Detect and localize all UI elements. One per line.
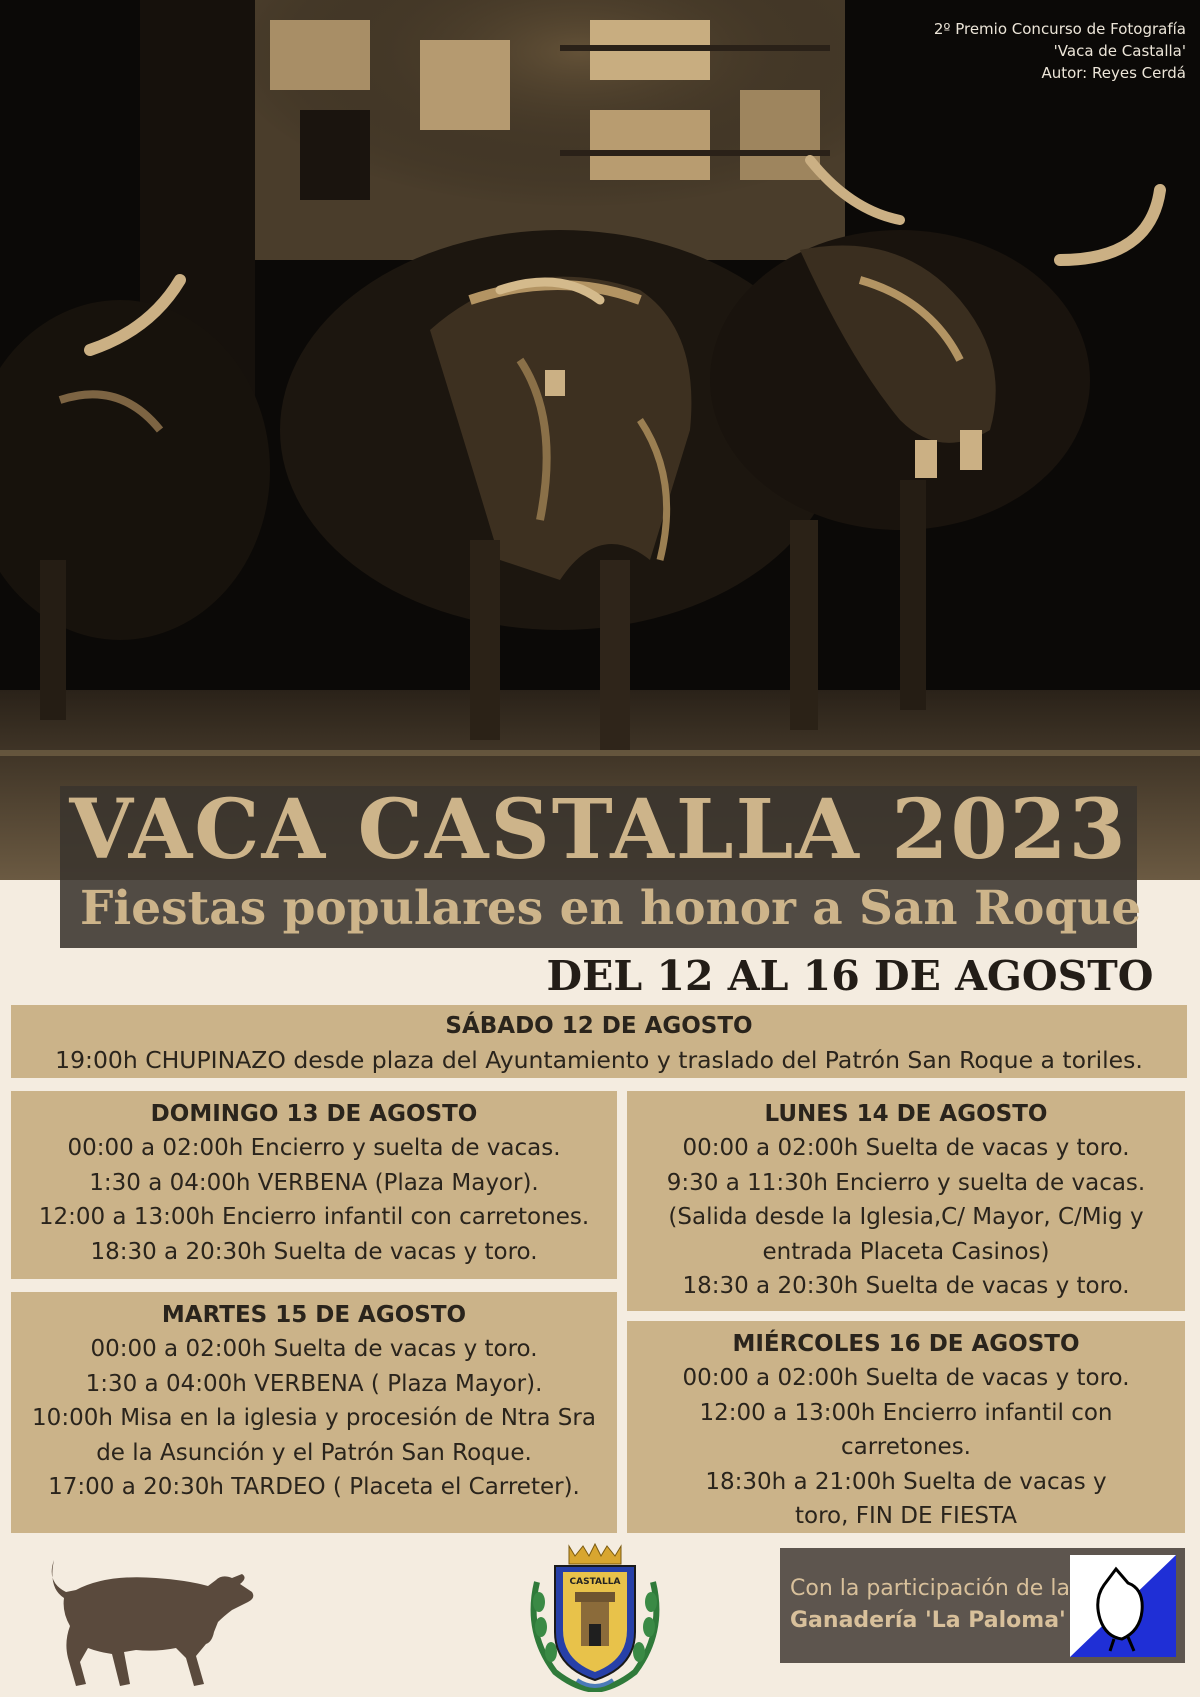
schedule-saturday — [11, 1005, 1187, 1078]
credit-author: Autor: Reyes Cerdá — [1041, 64, 1186, 82]
day-heading: LUNES 14 DE AGOSTO — [764, 1101, 1048, 1127]
crest-text: CASTALLA — [569, 1577, 621, 1587]
ganaderia-brand-icon — [1070, 1555, 1176, 1657]
day-heading: SÁBADO 12 DE AGOSTO — [445, 1013, 753, 1039]
event-line: 18:30 a 20:30h Suelta de vacas y toro. — [682, 1273, 1130, 1299]
photo-credit — [706, 18, 1186, 84]
event-line: 18:30h a 21:00h Suelta de vacas y — [705, 1468, 1107, 1495]
partner-name: Ganadería 'La Paloma' — [790, 1608, 1066, 1633]
page-title: VACA CASTALLA 2023 — [69, 782, 1128, 878]
event-line: 00:00 a 02:00h Suelta de vacas y toro. — [682, 1135, 1130, 1161]
credit-award: 2º Premio Concurso de Fotografía — [933, 20, 1186, 38]
event-line: 19:00h CHUPINAZO desde plaza del Ayuntamiento y traslado del Patrón San Roque a toriles. — [55, 1046, 1143, 1074]
day-heading: MARTES 15 DE AGOSTO — [161, 1302, 467, 1328]
event-line: 00:00 a 02:00h Encierro y suelta de vacas. — [67, 1135, 561, 1161]
event-line: 00:00 a 02:00h Suelta de vacas y toro. — [90, 1336, 538, 1362]
schedule-wednesday — [627, 1321, 1185, 1533]
partner-text: Con la participación de la — [790, 1576, 1070, 1601]
page-subtitle: Fiestas populares en honor a San Roque — [80, 881, 1142, 936]
event-line: 17:00 a 20:30h TARDEO ( Placeta el Carreter). — [48, 1474, 580, 1500]
event-line: 12:00 a 13:00h Encierro infantil con — [699, 1399, 1113, 1426]
event-line: 1:30 a 04:00h VERBENA ( Plaza Mayor). — [85, 1370, 543, 1397]
schedule-sunday — [11, 1091, 617, 1279]
date-range: DEL 12 AL 16 DE AGOSTO — [546, 952, 1154, 1000]
day-heading: DOMINGO 13 DE AGOSTO — [150, 1101, 478, 1127]
schedule-monday — [627, 1091, 1185, 1311]
event-line: 1:30 a 04:00h VERBENA (Plaza Mayor). — [89, 1169, 539, 1196]
credit-contest: 'Vaca de Castalla' — [1053, 42, 1186, 60]
schedule-tuesday — [11, 1292, 617, 1533]
day-heading: MIÉRCOLES 16 DE AGOSTO — [732, 1331, 1080, 1357]
event-line: (Salida desde la Iglesia,C/ Mayor, C/Mig y — [668, 1204, 1144, 1230]
event-line: 12:00 a 13:00h Encierro infantil con carretones. — [38, 1204, 590, 1230]
event-line: entrada Placeta Casinos) — [762, 1238, 1050, 1265]
event-line: 18:30 a 20:30h Suelta de vacas y toro. — [90, 1238, 538, 1265]
event-line: de la Asunción y el Patrón San Roque. — [96, 1439, 532, 1466]
event-line: carretones. — [840, 1434, 971, 1460]
event-line: toro, FIN DE FIESTA — [795, 1503, 1017, 1529]
castalla-coat-of-arms — [525, 1542, 665, 1692]
bull-silhouette-icon — [36, 1552, 266, 1692]
event-line: 00:00 a 02:00h Suelta de vacas y toro. — [682, 1365, 1130, 1391]
event-line: 9:30 a 11:30h Encierro y suelta de vacas. — [666, 1169, 1146, 1196]
event-line: 10:00h Misa en la iglesia y procesión de Ntra Sra — [32, 1405, 596, 1431]
